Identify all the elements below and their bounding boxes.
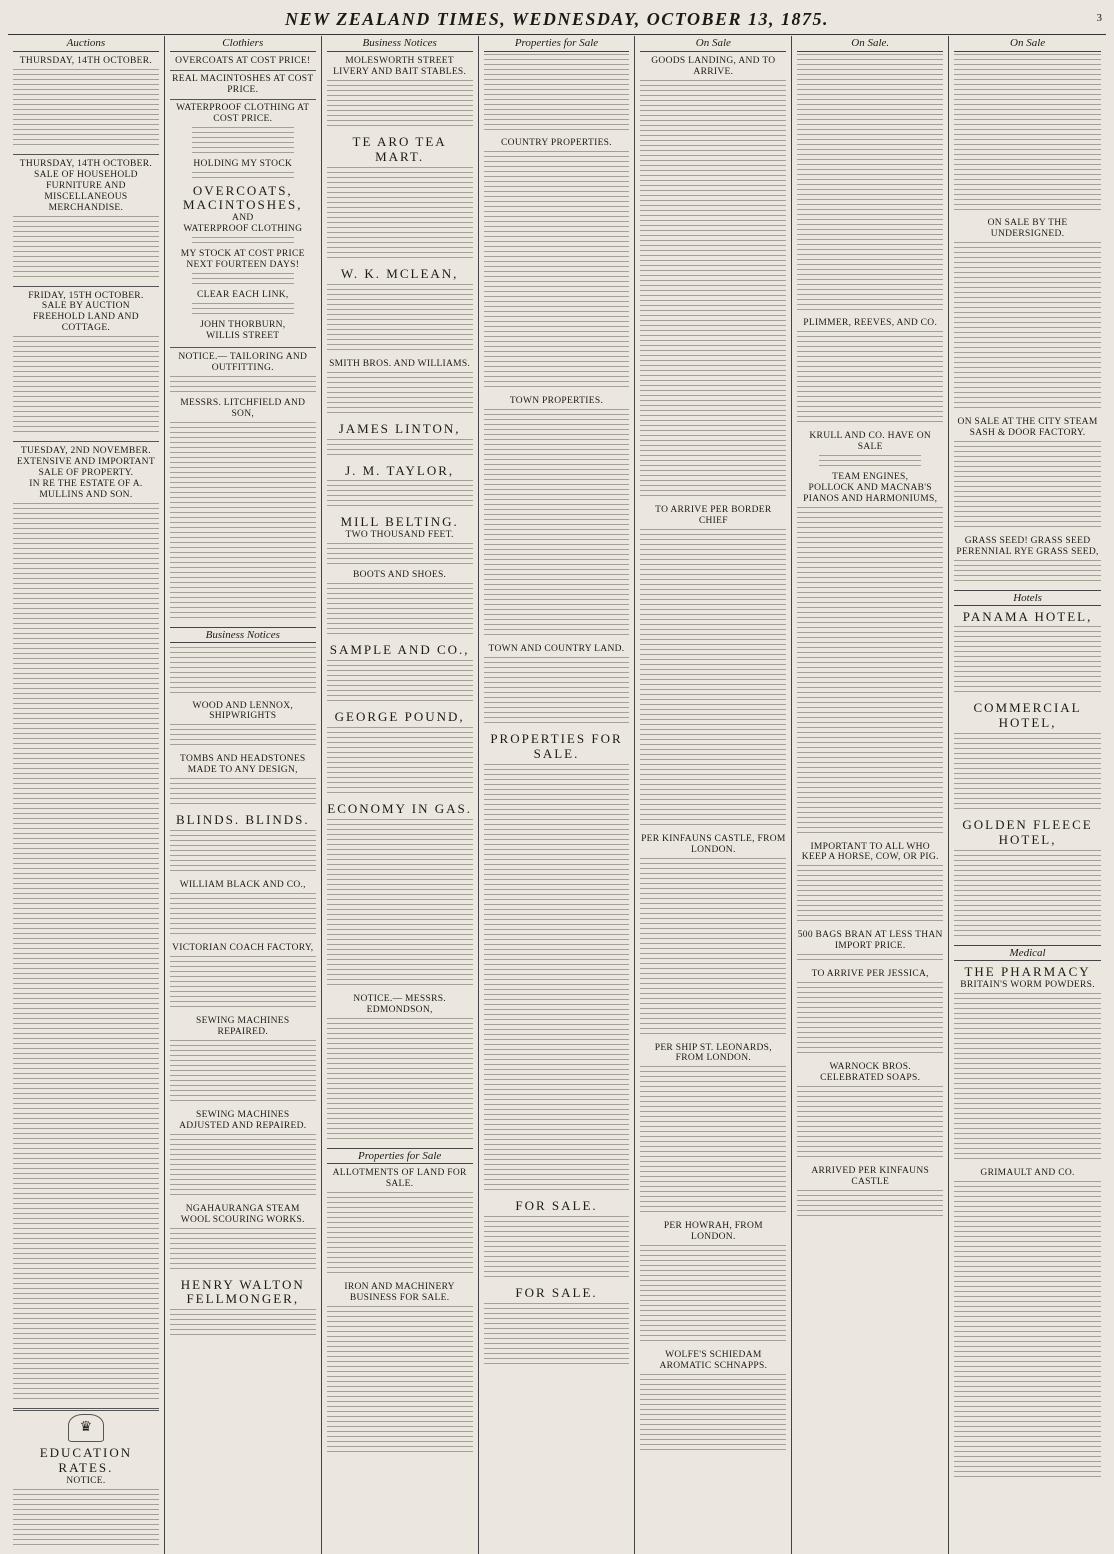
notice bbox=[327, 710, 473, 797]
notice bbox=[170, 56, 316, 342]
notice bbox=[170, 1204, 316, 1273]
notice bbox=[170, 1110, 316, 1199]
notice bbox=[797, 842, 943, 926]
notice-heading: PERENNIAL RYE GRASS SEED, bbox=[956, 546, 1099, 557]
notice bbox=[327, 464, 473, 511]
notice-heading: EDUCATION RATES. bbox=[39, 1444, 133, 1475]
notice bbox=[327, 1282, 473, 1456]
notice-body bbox=[170, 1309, 316, 1339]
notice bbox=[954, 818, 1101, 940]
notice-body bbox=[484, 151, 630, 391]
notice bbox=[13, 56, 159, 149]
notice-body bbox=[170, 647, 316, 697]
notice-body bbox=[170, 956, 316, 1011]
notice bbox=[797, 930, 943, 964]
page-number: 3 bbox=[1096, 12, 1102, 24]
notice-heading: NOTICE.— MESSRS. EDMONDSON, bbox=[353, 994, 446, 1015]
notice-heading: MILL BELTING. bbox=[340, 514, 459, 530]
notice-heading: ARRIVED PER KINFAUNS CASTLE bbox=[811, 1165, 930, 1187]
notice-heading: PER HOWRAH, FROM LONDON. bbox=[663, 1221, 763, 1243]
notice-body bbox=[484, 764, 630, 1194]
notice-heading: ON SALE BY THE UNDERSIGNED. bbox=[987, 218, 1068, 239]
notice bbox=[797, 969, 943, 1057]
notice bbox=[484, 138, 630, 391]
notice-heading: WOOD AND LENNOX, SHIPWRIGHTS bbox=[192, 700, 294, 722]
notice-body bbox=[484, 1216, 630, 1281]
notice-heading: GOODS LANDING, AND TO ARRIVE. bbox=[651, 56, 776, 77]
notice-heading: ON SALE AT THE CITY STEAM SASH & DOOR FACTORY. bbox=[957, 416, 1098, 438]
notice-body bbox=[954, 850, 1101, 940]
notice-body bbox=[954, 560, 1101, 585]
notice-heading: PROPERTIES FOR SALE. bbox=[490, 730, 623, 761]
notice-heading: WARNOCK BROS. CELEBRATED SOAPS. bbox=[820, 1062, 921, 1084]
notice-body bbox=[327, 480, 473, 510]
notice-body bbox=[797, 331, 943, 426]
notice-heading: POLLOCK AND MACNAB'S bbox=[808, 482, 932, 493]
notice bbox=[797, 1062, 943, 1161]
notice-body bbox=[192, 237, 294, 247]
notice-heading: SALE OF HOUSEHOLD FURNITURE AND MISCELLANEOUS MERCHANDISE. bbox=[34, 169, 138, 213]
notice-heading: THURSDAY, 14TH OCTOBER. bbox=[19, 56, 153, 66]
notice-heading: AND bbox=[232, 213, 254, 224]
notice-body bbox=[192, 172, 294, 182]
notice-body bbox=[640, 1374, 786, 1454]
notice-body bbox=[954, 441, 1101, 531]
notice-heading: CLEAR EACH LINK, bbox=[196, 290, 289, 301]
notice-body bbox=[170, 1134, 316, 1199]
notice bbox=[170, 1016, 316, 1105]
column-on-sale-2 bbox=[792, 36, 949, 1554]
notice-heading: OVERCOATS, MACINTOSHES, bbox=[183, 182, 303, 213]
notice-body bbox=[327, 819, 473, 989]
notice bbox=[640, 1221, 786, 1345]
section-heading: Properties for Sale bbox=[327, 1148, 473, 1164]
notice-body bbox=[170, 724, 316, 749]
notice-body bbox=[954, 993, 1101, 1163]
notice-body bbox=[327, 1192, 473, 1277]
notice-heading: HENRY WALTON FELLMONGER, bbox=[180, 1276, 305, 1307]
notice-heading: IRON AND MACHINERY BUSINESS FOR SALE. bbox=[344, 1281, 455, 1303]
notice-heading: SMITH BROS. AND WILLIAMS. bbox=[329, 358, 471, 369]
notice-body bbox=[13, 216, 159, 281]
column-business-notices bbox=[322, 36, 479, 1554]
notice-heading: KRULL AND CO. HAVE ON SALE bbox=[809, 430, 932, 452]
notice-body bbox=[819, 455, 921, 470]
notice-heading: TOWN AND COUNTRY LAND. bbox=[488, 643, 625, 654]
notice-body bbox=[640, 858, 786, 1038]
masthead bbox=[8, 4, 1106, 35]
notice bbox=[327, 422, 473, 459]
notice-heading: IMPORTANT TO ALL WHO KEEP A HORSE, COW, OR PIG. bbox=[801, 841, 939, 863]
notice-heading: FOR SALE. bbox=[515, 1284, 598, 1300]
notice-body bbox=[327, 284, 473, 354]
section-heading: Business Notices bbox=[170, 627, 316, 643]
notice bbox=[13, 1446, 159, 1549]
notice bbox=[640, 56, 786, 500]
notice-body bbox=[327, 727, 473, 797]
notice bbox=[327, 135, 473, 262]
notice-heading: TEAM ENGINES, bbox=[832, 471, 909, 482]
notice bbox=[170, 1278, 316, 1340]
section-heading: Properties for Sale bbox=[484, 36, 630, 52]
notice-heading: PIANOS AND HARMONIUMS, bbox=[803, 493, 938, 504]
section-heading: Hotels bbox=[954, 590, 1101, 606]
notice-body bbox=[484, 409, 630, 639]
notice bbox=[640, 834, 786, 1038]
notice-heading: GRIMAULT AND CO. bbox=[980, 1168, 1075, 1179]
column-clothiers bbox=[165, 36, 322, 1554]
notice bbox=[954, 536, 1101, 585]
notice bbox=[327, 515, 473, 638]
notice-body bbox=[13, 503, 159, 1403]
section-heading: Auctions bbox=[13, 36, 159, 52]
notice bbox=[954, 965, 1101, 1163]
notice-heading: EXTENSIVE AND IMPORTANT SALE OF PROPERTY. bbox=[16, 457, 155, 479]
notice-body bbox=[797, 954, 943, 964]
notice-body bbox=[640, 529, 786, 829]
notice-body bbox=[327, 372, 473, 417]
notice-heading: FOR SALE. bbox=[515, 1197, 598, 1213]
notice-body bbox=[797, 982, 943, 1057]
notice-body bbox=[797, 54, 943, 314]
notice bbox=[484, 732, 630, 1194]
notice-body bbox=[640, 1245, 786, 1345]
notice-heading: TO ARRIVE PER JESSICA, bbox=[811, 969, 929, 980]
notice bbox=[954, 610, 1101, 697]
notice-body bbox=[954, 626, 1101, 696]
notice-body bbox=[327, 583, 473, 638]
notice bbox=[170, 754, 316, 808]
notice bbox=[640, 1043, 786, 1217]
notice-body bbox=[954, 54, 1101, 214]
notice-heading: NEXT FOURTEEN DAYS! bbox=[186, 260, 300, 271]
notice-body bbox=[327, 660, 473, 705]
notice-body bbox=[170, 778, 316, 808]
notice-body bbox=[797, 1190, 943, 1220]
notice-heading: TOMBS AND HEADSTONES MADE TO ANY DESIGN, bbox=[180, 754, 306, 776]
notice-heading: ECONOMY IN GAS. bbox=[327, 801, 472, 817]
notice-heading: PANAMA HOTEL, bbox=[962, 608, 1093, 624]
column-auctions bbox=[8, 36, 165, 1554]
notice-body bbox=[797, 865, 943, 925]
notice-heading: BRITAIN'S WORM POWDERS. bbox=[960, 980, 1095, 991]
column-properties-for-sale bbox=[479, 36, 636, 1554]
notice-body bbox=[954, 733, 1101, 813]
notice bbox=[327, 267, 473, 354]
notice-body bbox=[327, 439, 473, 459]
notice-body bbox=[484, 54, 630, 134]
notice-heading: MY STOCK AT COST PRICE bbox=[180, 249, 305, 260]
notice-heading: JOHN THORBURN, bbox=[200, 320, 286, 331]
notice-heading: COMMERCIAL HOTEL, bbox=[973, 700, 1082, 731]
notice-heading: 500 BAGS BRAN AT LESS THAN IMPORT PRICE. bbox=[797, 930, 943, 952]
notice bbox=[484, 1199, 630, 1281]
notice-body bbox=[797, 1086, 943, 1161]
notice-heading: GEORGE POUND, bbox=[334, 709, 465, 725]
notice-heading: THURSDAY, 14TH OCTOBER. bbox=[19, 158, 153, 169]
notice bbox=[954, 417, 1101, 531]
section-heading: On Sale. bbox=[797, 36, 943, 52]
notice-body bbox=[327, 1306, 473, 1456]
notice-heading: SAMPLE AND CO., bbox=[329, 642, 470, 658]
notice bbox=[640, 505, 786, 829]
royal-crest-icon: ♛ bbox=[68, 1414, 104, 1442]
section-heading: Business Notices bbox=[327, 36, 473, 52]
notice bbox=[170, 943, 316, 1011]
notice bbox=[13, 291, 159, 437]
notice-body bbox=[327, 543, 473, 568]
notice bbox=[484, 396, 630, 639]
notice bbox=[640, 1350, 786, 1454]
notice-heading: NOTICE.— TAILORING AND OUTFITTING. bbox=[178, 351, 308, 373]
notice-heading: GRASS SEED! GRASS SEED bbox=[964, 535, 1091, 546]
notice bbox=[170, 813, 316, 875]
notice-heading: BOOTS AND SHOES. bbox=[353, 570, 447, 581]
notice bbox=[327, 359, 473, 417]
notice-body bbox=[170, 376, 316, 396]
notice-body bbox=[327, 80, 473, 130]
notice-heading: SEWING MACHINES ADJUSTED AND REPAIRED. bbox=[179, 1109, 307, 1131]
notice-heading: J. M. TAYLOR, bbox=[345, 462, 455, 478]
notice bbox=[327, 802, 473, 989]
notice-heading: MESSRS. LITCHFIELD AND SON, bbox=[180, 397, 306, 419]
notice-heading: MOLESWORTH STREET LIVERY AND BAIT STABLES. bbox=[333, 56, 467, 77]
notice-body bbox=[170, 1228, 316, 1273]
notice-heading: COUNTRY PROPERTIES. bbox=[501, 138, 612, 148]
notice-heading: HOLDING MY STOCK bbox=[193, 158, 293, 169]
notice bbox=[170, 352, 316, 622]
notice bbox=[327, 643, 473, 705]
notice-body bbox=[192, 303, 294, 318]
notice-body bbox=[13, 336, 159, 436]
notice bbox=[327, 56, 473, 130]
notice-body bbox=[484, 1303, 630, 1368]
notice-heading: WILLIAM BLACK AND CO., bbox=[179, 880, 306, 891]
notice-heading: TO ARRIVE PER BORDER CHIEF bbox=[655, 504, 772, 526]
notice-body bbox=[170, 893, 316, 938]
notice-heading: THE PHARMACY bbox=[964, 964, 1091, 980]
notice-body bbox=[484, 657, 630, 727]
notice-heading: TOWN PROPERTIES. bbox=[509, 395, 604, 406]
notice-heading: SEWING MACHINES REPAIRED. bbox=[196, 1016, 290, 1037]
notice bbox=[797, 431, 943, 837]
notice-heading: SALE BY AUCTION bbox=[41, 301, 130, 312]
notice-heading: WATERPROOF CLOTHING AT COST PRICE. bbox=[176, 102, 310, 124]
newspaper-title: NEW ZEALAND TIMES, WEDNESDAY, OCTOBER 13, 1875. bbox=[285, 8, 829, 29]
notice bbox=[954, 1168, 1101, 1481]
notice-heading: TUESDAY, 2ND NOVEMBER. bbox=[20, 446, 151, 457]
notice-body bbox=[192, 127, 294, 157]
notice-body bbox=[954, 242, 1101, 412]
notice-heading: VICTORIAN COACH FACTORY, bbox=[172, 943, 314, 954]
notice-heading: REAL MACINTOSHES AT COST PRICE. bbox=[172, 73, 314, 95]
notice-heading: WOLFE'S SCHIEDAM AROMATIC SCHNAPPS. bbox=[659, 1350, 768, 1372]
notice bbox=[484, 1286, 630, 1368]
notice-heading: TWO THOUSAND FEET. bbox=[345, 530, 454, 541]
notice-body bbox=[170, 422, 316, 622]
section-heading: Medical bbox=[954, 945, 1101, 961]
notice bbox=[797, 1166, 943, 1220]
notice-body bbox=[640, 80, 786, 500]
notice-heading: PER KINFAUNS CASTLE, FROM LONDON. bbox=[641, 833, 786, 855]
notice-body bbox=[192, 273, 294, 288]
notice-heading: ALLOTMENTS OF LAND FOR SALE. bbox=[332, 1167, 467, 1189]
notice-heading: GOLDEN FLEECE HOTEL, bbox=[962, 817, 1093, 848]
notice bbox=[13, 159, 159, 281]
notice-heading: NGAHAURANGA STEAM WOOL SCOURING WORKS. bbox=[180, 1203, 305, 1225]
notice bbox=[13, 446, 159, 1403]
notice-body bbox=[13, 1489, 159, 1549]
notice bbox=[170, 701, 316, 750]
section-heading: Clothiers bbox=[170, 36, 316, 52]
notice-heading: W. K. MCLEAN, bbox=[340, 265, 459, 281]
notice bbox=[170, 880, 316, 938]
notice-heading: NOTICE. bbox=[66, 1475, 106, 1486]
notice-heading: PER SHIP ST. LEONARDS, FROM LONDON. bbox=[654, 1042, 772, 1064]
notice-heading: WATERPROOF CLOTHING bbox=[183, 224, 303, 235]
notice-body bbox=[640, 1066, 786, 1216]
notice-heading: FRIDAY, 15TH OCTOBER. bbox=[28, 290, 144, 301]
notice-body bbox=[327, 167, 473, 262]
notice-heading: JAMES LINTON, bbox=[338, 420, 461, 436]
notice-heading: IN RE THE ESTATE OF A. MULLINS AND SON. bbox=[29, 478, 143, 500]
notice-body bbox=[13, 69, 159, 149]
notice-heading: OVERCOATS AT COST PRICE! bbox=[175, 56, 311, 66]
notice-body bbox=[327, 1018, 473, 1143]
notice bbox=[327, 994, 473, 1143]
notice-body bbox=[170, 830, 316, 875]
section-heading: On Sale bbox=[954, 36, 1101, 52]
column-on-sale-3 bbox=[949, 36, 1106, 1554]
notice-heading: TE ARO TEA MART. bbox=[352, 133, 447, 164]
notice bbox=[954, 701, 1101, 813]
notice-heading: FREEHOLD LAND AND COTTAGE. bbox=[32, 312, 139, 334]
section-heading: On Sale bbox=[640, 36, 786, 52]
notice-body bbox=[797, 507, 943, 837]
notice-heading: PLIMMER, REEVES, AND CO. bbox=[803, 318, 938, 328]
page-columns bbox=[8, 36, 1106, 1486]
notice bbox=[954, 218, 1101, 412]
notice-body bbox=[954, 1181, 1101, 1481]
column-on-sale-1 bbox=[635, 36, 792, 1554]
notice-heading: WILLIS STREET bbox=[206, 330, 280, 341]
notice bbox=[797, 318, 943, 426]
notice bbox=[327, 1168, 473, 1277]
notice bbox=[484, 644, 630, 727]
notice-heading: BLINDS. BLINDS. bbox=[175, 812, 310, 828]
notice-body bbox=[170, 1040, 316, 1105]
